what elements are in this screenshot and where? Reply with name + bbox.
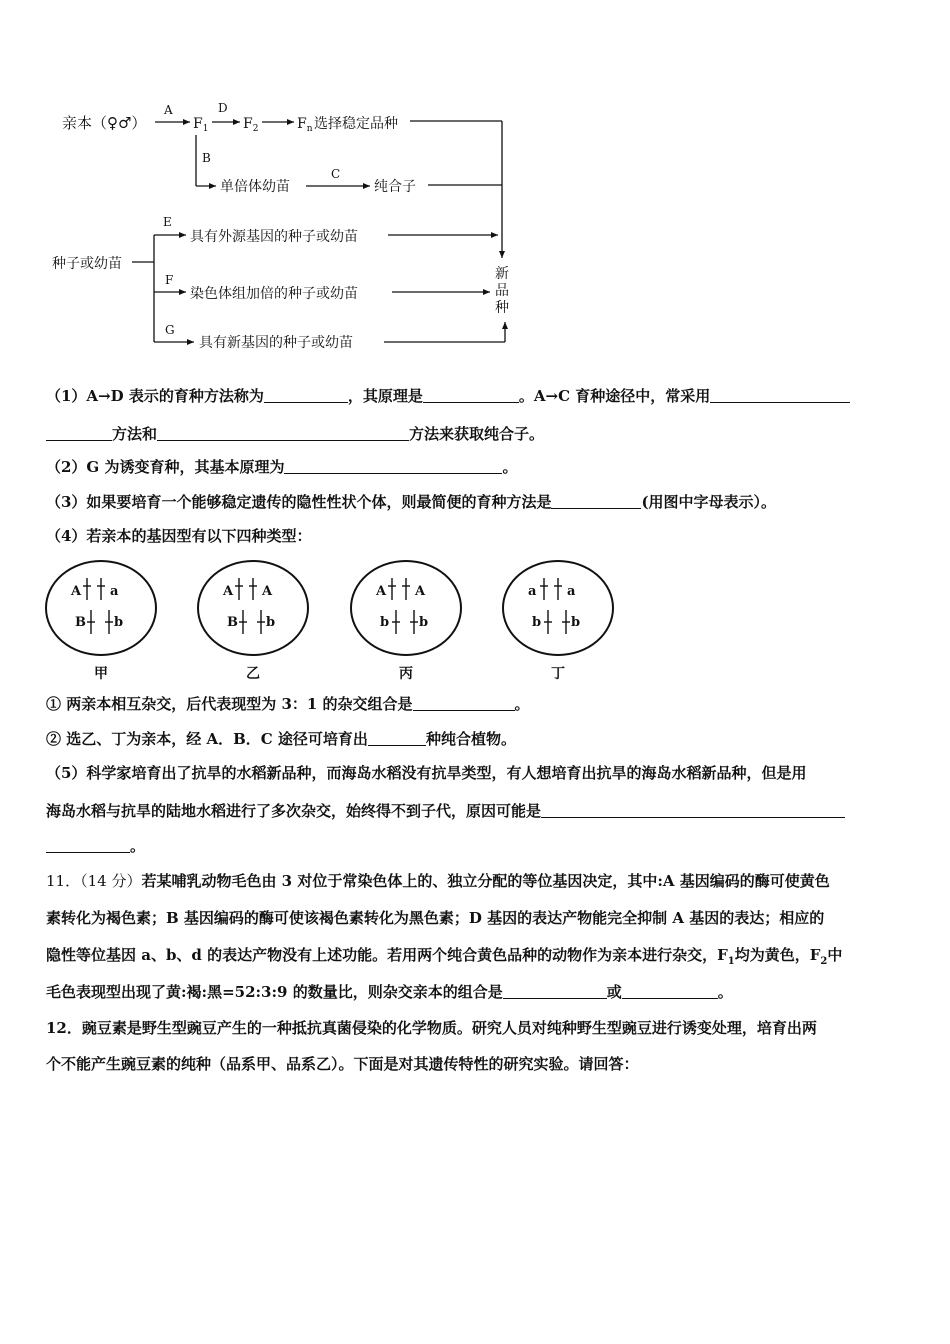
- q5-blank-1[interactable]: [541, 802, 845, 818]
- q3-line: （3）如果要培育一个能够稳定遗传的隐性性状个体，则最简便的育种方法是 (用图中字母表示）。: [46, 493, 777, 511]
- cell-1: [46, 561, 156, 682]
- q11-blank-1[interactable]: [503, 983, 607, 999]
- allele-bottom-right: b: [571, 615, 581, 630]
- new-variety-2: 品: [495, 283, 509, 299]
- q12-line1: 12．豌豆素是野生型豌豆产生的一种抵抗真菌侵染的化学物质。研究人员对纯种野生型豌豆进行诱变处理，培育出两: [46, 1019, 817, 1037]
- cell-outline: [198, 561, 308, 655]
- cell-3: [351, 561, 461, 682]
- q11-line4: 毛色表现型出现了黄:褐:黑=52:3:9 的数量比，则杂交亲本的组合是 或 。: [46, 983, 733, 1001]
- q3-blank[interactable]: [551, 493, 641, 509]
- haploid-label: 单倍体幼苗: [220, 179, 290, 195]
- fn-label: $F_n$: [297, 116, 313, 134]
- allele-top-left: A: [71, 584, 82, 599]
- branch-g-text: 具有新基因的种子或幼苗: [199, 335, 353, 351]
- q4-2-line: ② 选乙、丁为亲本，经 A．B．C 途径可培育出 种纯合植物。: [46, 730, 516, 748]
- q1-blank-2[interactable]: [423, 387, 519, 403]
- cell-name: 丙: [399, 666, 413, 682]
- q4-1-line: ① 两亲本相互杂交，后代表现型为 3：1 的杂交组合是 。: [46, 695, 530, 713]
- cell-outline: [503, 561, 613, 655]
- allele-top-left: A: [223, 584, 234, 599]
- arrow-f-label: F: [165, 273, 174, 287]
- q1-line2: 方法和 方法来获取纯合子。: [46, 424, 908, 444]
- fn-text: 选择稳定品种: [314, 116, 398, 132]
- allele-top-right: A: [415, 584, 426, 599]
- q1-blank-1[interactable]: [264, 387, 348, 403]
- branch-f-text: 染色体组加倍的种子或幼苗: [190, 286, 358, 302]
- q11-line2: 素转化为褐色素；B 基因编码的酶可使该褐色素转化为黑色素；D 基因的表达产物能完全抑制 A 基因的表达；相应的: [46, 909, 825, 927]
- q2-blank[interactable]: [284, 458, 502, 474]
- allele-top-left: a: [528, 584, 537, 599]
- q5-blank-2[interactable]: [46, 837, 130, 853]
- arrow-d-label: D: [218, 101, 228, 115]
- breeding-diagram: [0, 0, 950, 360]
- q12-line2: 个不能产生豌豆素的纯种（品系甲、品系乙）。下面是对其遗传特性的研究实验。请回答：: [46, 1055, 639, 1073]
- allele-bottom-right: b: [266, 615, 276, 630]
- allele-top-right: A: [262, 584, 273, 599]
- allele-bottom-left: b: [380, 615, 390, 630]
- f2-label: $F_2$: [243, 116, 259, 134]
- q5-line2: 海岛水稻与抗旱的陆地水稻进行了多次杂交，始终得不到子代，原因可能是: [46, 801, 908, 821]
- allele-bottom-right: b: [114, 615, 124, 630]
- allele-top-right: a: [567, 584, 576, 599]
- cell-4: [503, 561, 613, 682]
- allele-top-right: a: [110, 584, 119, 599]
- parent-label: 亲本（♀♂）: [62, 114, 147, 132]
- q11-blank-2[interactable]: [622, 983, 718, 999]
- allele-bottom-left: B: [227, 615, 238, 630]
- new-variety-3: 种: [495, 300, 509, 316]
- allele-bottom-left: b: [532, 615, 542, 630]
- branch-e-text: 具有外源基因的种子或幼苗: [190, 229, 358, 245]
- q4-intro: （4）若亲本的基因型有以下四种类型：: [46, 527, 312, 545]
- q5-line1: （5）科学家培育出了抗旱的水稻新品种，而海岛水稻没有抗旱类型，有人想培育出抗旱的海岛水稻新品种，但是用: [46, 764, 807, 782]
- q1-blank-3-cont[interactable]: [46, 425, 112, 441]
- cell-outline: [351, 561, 461, 655]
- cell-2: [198, 561, 308, 682]
- arrow-b-label: B: [202, 151, 211, 165]
- q11-line1: 11．（14 分）若某哺乳动物毛色由 3 对位于常染色体上的、独立分配的等位基因决定，其中:A 基因编码的酶可使黄色: [46, 872, 830, 890]
- cell-name: 丁: [551, 666, 565, 682]
- q1-blank-4[interactable]: [157, 425, 409, 441]
- pure-label: 纯合子: [374, 179, 416, 195]
- q2-line: （2）G 为诱变育种，其基本原理为 。: [46, 458, 518, 476]
- allele-top-left: A: [376, 584, 387, 599]
- arrow-g-label: G: [165, 323, 175, 337]
- q1-blank-3[interactable]: [710, 387, 850, 403]
- q4-1-blank[interactable]: [413, 695, 515, 711]
- cell-name: 乙: [246, 666, 260, 682]
- new-variety-1: 新: [495, 266, 509, 282]
- arrow-e-label: E: [163, 215, 172, 229]
- q11-line3: 隐性等位基因 a、b、d 的表达产物没有上述功能。若用两个纯合黄色品种的动物作为亲本进行杂交，$F_1$均为黄色，$F_2$中: [46, 946, 843, 967]
- q4-2-blank[interactable]: [368, 730, 426, 746]
- allele-bottom-left: B: [75, 615, 86, 630]
- cell-outline: [46, 561, 156, 655]
- q1-line1: （1）A→D 表示的育种方法称为 ，其原理是 。A→C 育种途径中，常采用: [46, 386, 908, 406]
- q5-line3: 。: [46, 836, 908, 856]
- arrow-a-label: A: [164, 103, 173, 117]
- f1-label: $F_1$: [193, 116, 209, 134]
- allele-bottom-right: b: [419, 615, 429, 630]
- seed-label: 种子或幼苗: [52, 256, 122, 272]
- cell-name: 甲: [94, 666, 108, 682]
- arrow-c-label: C: [331, 167, 341, 181]
- genotype-cells: [0, 558, 950, 688]
